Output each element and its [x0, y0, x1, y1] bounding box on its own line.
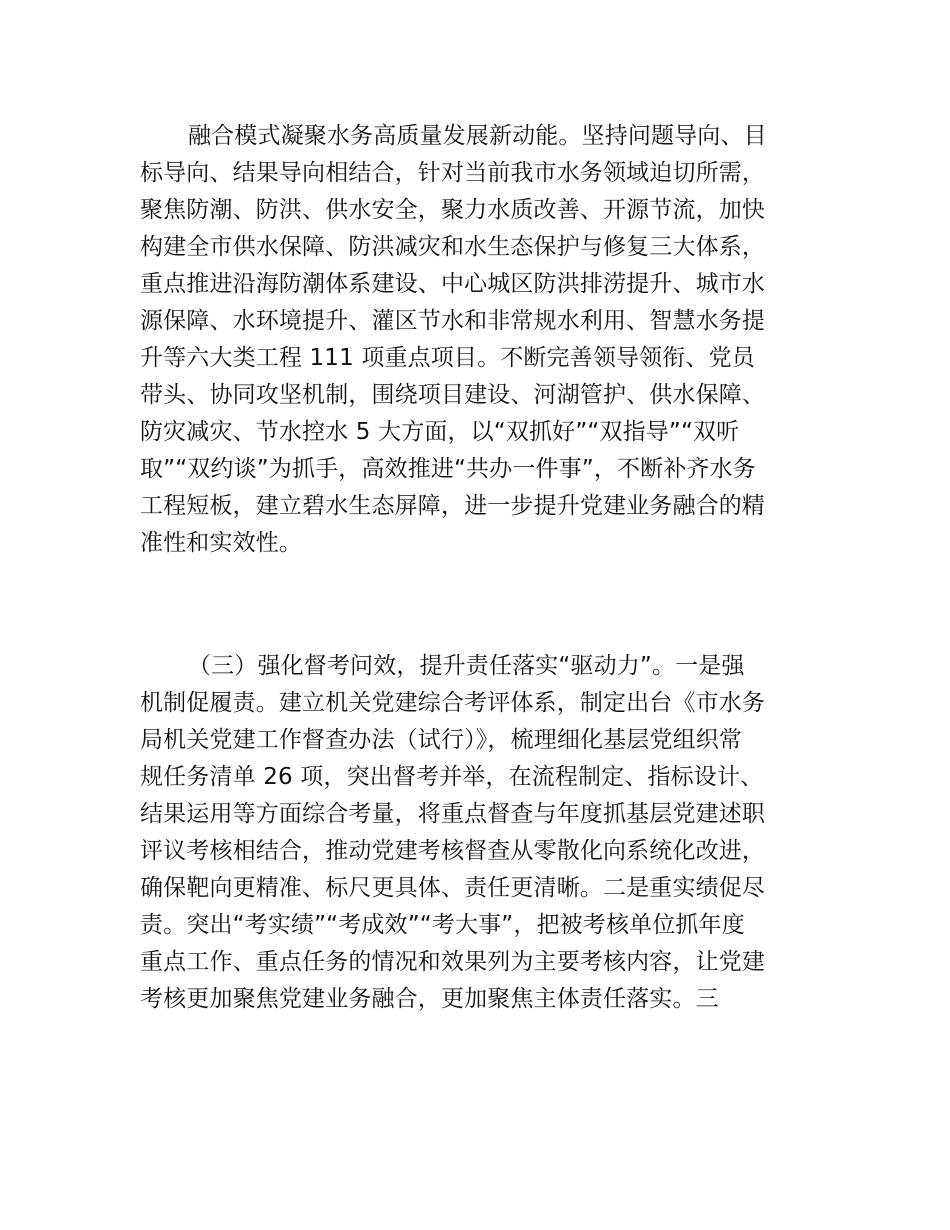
- paragraph-1-line: 标导向、结果导向相结合，针对当前我市水务领域迫切所需，: [140, 160, 766, 186]
- paragraph-1-line: 带头、协同攻坚机制，围绕项目建设、河湖管护、供水保障、: [140, 382, 766, 408]
- paragraph-2: [140, 648, 812, 1018]
- paragraph-1-line: 重点推进沿海防潮体系建设、中心城区防洪排涝提升、城市水: [140, 271, 766, 297]
- paragraph-1: [140, 118, 812, 562]
- paragraph-1-line: 升等六大类工程 111 项重点项目。不断完善领导领衔、党员: [140, 345, 755, 371]
- paragraph-2-line: 局机关党建工作督查办法（试行）》，梳理细化基层党组织常: [140, 727, 743, 753]
- paragraph-2-line: 结果运用等方面综合考量，将重点督查与年度抓基层党建述职: [140, 801, 766, 827]
- paragraph-1-line: 准性和实效性。: [140, 530, 303, 556]
- paragraph-1-line: 工程短板，建立碧水生态屏障，进一步提升党建业务融合的精: [140, 493, 766, 519]
- paragraph-1-line: 防灾减灾、节水控水 5 大方面，以“双抓好”“双指导”“双听: [140, 419, 740, 445]
- paragraph-2-line: 评议考核相结合，推动党建考核督查从零散化向系统化改进，: [140, 838, 766, 864]
- paragraph-1-line: 取”“双约谈”为抓手，高效推进“共办一件事”，不断补齐水务: [140, 456, 756, 482]
- paragraph-1-line: 源保障、水环境提升、灌区节水和非常规水利用、智慧水务提: [140, 308, 766, 334]
- paragraph-1-line: 融合模式凝聚水务高质量发展新动能。坚持问题导向、目: [188, 123, 767, 149]
- paragraph-2-line: 机制促履责。建立机关党建综合考评体系，制定出台《市水务: [140, 690, 766, 716]
- paragraph-2-line: 规任务清单 26 项，突出督考并举，在流程制定、指标设计、: [140, 764, 764, 790]
- paragraph-2-line: 责。突出“考实绩”“考成效”“考大事”，把被考核单位抓年度: [140, 912, 745, 938]
- paragraph-1-line: 聚焦防潮、防洪、供水安全，聚力水质改善、开源节流，加快: [140, 197, 766, 223]
- paragraph-1-line: 构建全市供水保障、防洪减灾和水生态保护与修复三大体系，: [140, 234, 766, 260]
- paragraph-2-line: 重点工作、重点任务的情况和效果列为主要考核内容，让党建: [140, 949, 766, 975]
- paragraph-2-line: （三）强化督考问效，提升责任落实“驱动力”。一是强: [188, 653, 745, 679]
- paragraph-2-line: 确保靶向更精准、标尺更具体、责任更清晰。二是重实绩促尽: [140, 875, 766, 901]
- paragraph-2-line: 考核更加聚焦党建业务融合，更加聚焦主体责任落实。三: [140, 986, 719, 1012]
